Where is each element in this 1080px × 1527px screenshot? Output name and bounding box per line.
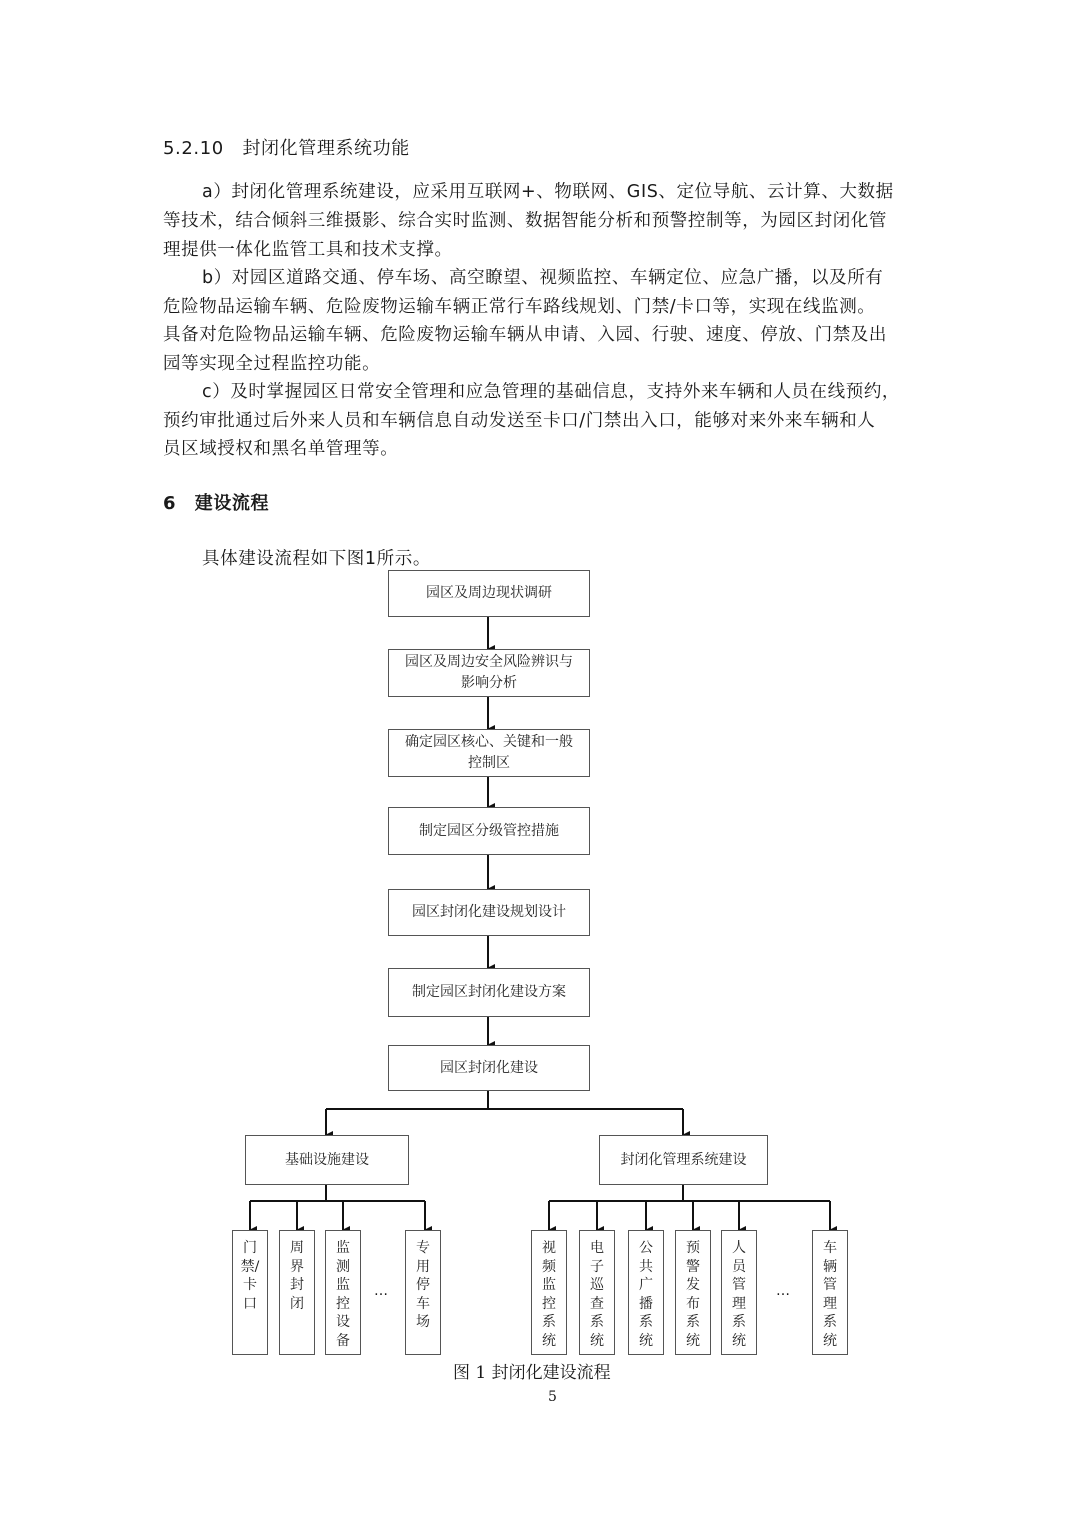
page-number: 5 <box>548 1389 557 1405</box>
branch-infrastructure: 基础设施建设 <box>245 1135 409 1185</box>
branch-management-system: 封闭化管理系统建设 <box>599 1135 768 1185</box>
paragraph-line: 园等实现全过程监控功能。 <box>163 354 381 374</box>
leaf-vehicle-management: 车 辆 管 理 系 统 <box>812 1230 848 1355</box>
leaf-warning-release: 预 警 发 布 系 统 <box>675 1230 711 1355</box>
paragraph-line: c）及时掌握园区日常安全管理和应急管理的基础信息，支持外来车辆和人员在线预约， <box>202 382 901 402</box>
left-ellipsis: … <box>374 1283 389 1299</box>
paragraph-line: a）封闭化管理系统建设，应采用互联网+、物联网、GIS、定位导航、云计算、大数据 <box>202 182 894 202</box>
figure-caption: 图 1 封闭化建设流程 <box>453 1363 611 1383</box>
flow-step-control-measures: 制定园区分级管控措施 <box>388 807 590 855</box>
paragraph-line: 具备对危险物品运输车辆、危险废物运输车辆从申请、入园、行驶、速度、停放、门禁及出 <box>163 325 887 345</box>
paragraph-line: 员区域授权和黑名单管理等。 <box>163 439 399 459</box>
leaf-electronic-patrol: 电 子 巡 查 系 统 <box>579 1230 615 1355</box>
chapter-intro: 具体建设流程如下图1所示。 <box>202 549 431 569</box>
flow-step-construction-plan: 制定园区封闭化建设方案 <box>388 968 590 1017</box>
right-ellipsis: … <box>776 1283 791 1299</box>
leaf-perimeter-enclosure: 周 界 封 闭 <box>279 1230 315 1355</box>
paragraph-line: 预约审批通过后外来人员和车辆信息自动发送至卡口/门禁出入口，能够对来外来车辆和人 <box>163 411 876 431</box>
leaf-personnel-management: 人 员 管 理 系 统 <box>721 1230 757 1355</box>
flow-step-risk-analysis: 园区及周边安全风险辨识与 影响分析 <box>388 649 590 697</box>
paragraph-line: 等技术，结合倾斜三维摄影、综合实时监测、数据智能分析和预警控制等，为园区封闭化管 <box>163 211 887 231</box>
leaf-public-broadcast: 公 共 广 播 系 统 <box>628 1230 664 1355</box>
flow-step-zone-definition: 确定园区核心、关键和一般 控制区 <box>388 729 590 777</box>
flow-step-construction: 园区封闭化建设 <box>388 1045 590 1091</box>
leaf-dedicated-parking: 专 用 停 车 场 <box>405 1230 441 1355</box>
chapter-heading: 6 建设流程 <box>163 493 270 514</box>
paragraph-line: 危险物品运输车辆、危险废物运输车辆正常行车路线规划、门禁/卡口等，实现在线监测。 <box>163 297 876 317</box>
flow-step-planning-design: 园区封闭化建设规划设计 <box>388 889 590 936</box>
paragraph-line: 理提供一体化监管工具和技术支撑。 <box>163 240 453 260</box>
leaf-monitoring-equipment: 监 测 监 控 设 备 <box>325 1230 361 1355</box>
leaf-video-surveillance: 视 频 监 控 系 统 <box>531 1230 567 1355</box>
section-heading: 5.2.10 封闭化管理系统功能 <box>163 138 410 159</box>
leaf-gate-checkpoint: 门 禁/ 卡 口 <box>232 1230 268 1355</box>
paragraph-line: b）对园区道路交通、停车场、高空瞭望、视频监控、车辆定位、应急广播，以及所有 <box>202 268 884 288</box>
flow-step-site-survey: 园区及周边现状调研 <box>388 570 590 617</box>
